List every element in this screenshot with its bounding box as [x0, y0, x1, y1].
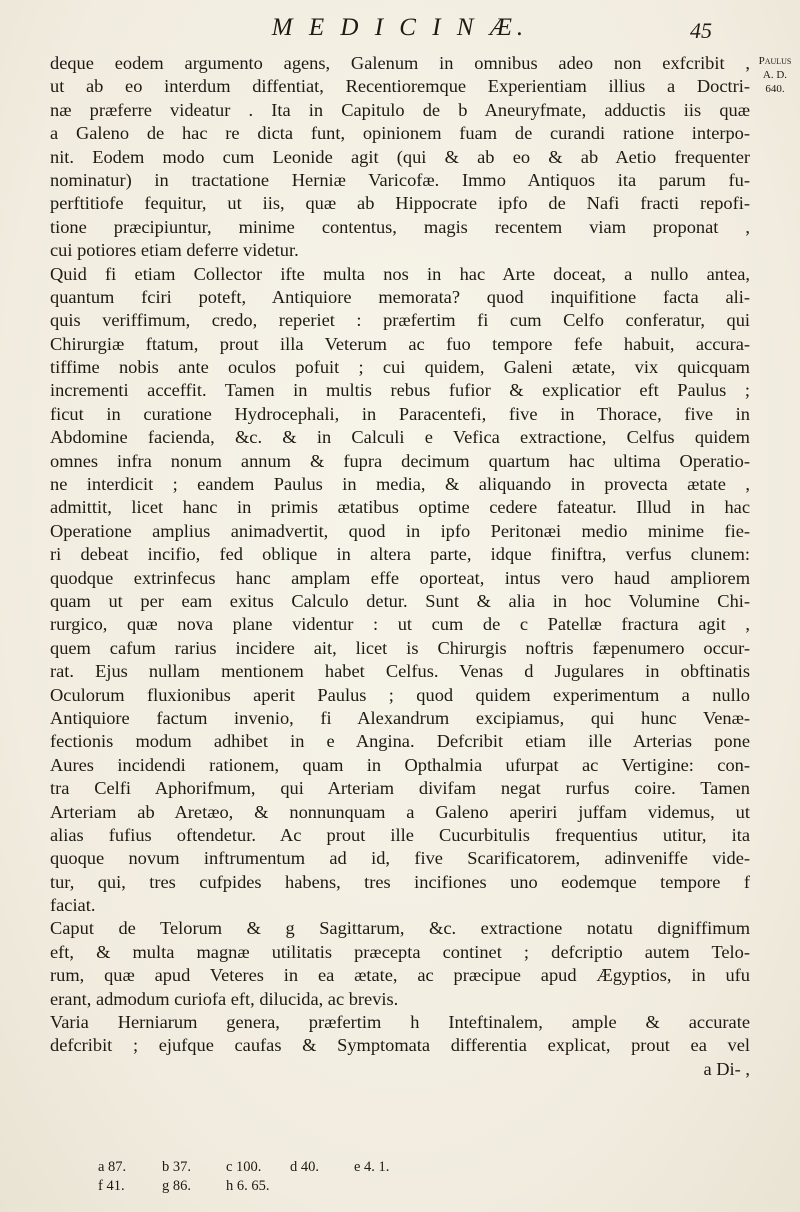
text-line: Varia Herniarum genera, præfertim h Inteftinalem, ample & accurate: [50, 1012, 750, 1033]
text-line: Quid fi etiam Collector ifte multa nos in hac Arte doceat, a nullo antea,: [50, 263, 750, 284]
text-line: Abdomine facienda, &c. & in Calculi e Vefica extractione, Celfus quidem: [50, 427, 750, 448]
text-line: tione præcipiuntur, minime contentus, magis recentem viam proponat ,: [50, 216, 750, 237]
text-line: Aures incidendi rationem, quam in Opthalmia ufurpat ac Vertigine: con-: [50, 754, 750, 775]
text-line-catchword: a Di- ,: [703, 1058, 750, 1079]
text-line: rat. Ejus nullam mentionem habet Celfus. Venas d Jugulares in obftinatis: [50, 661, 750, 682]
text-line: alias fufius oftendetur. Ac prout ille Cucurbitulis frequentius utitur, ita: [50, 824, 750, 845]
text-line: rurgico, quæ nova plane videntur : ut cum de c Patellæ fractura agit ,: [50, 614, 750, 635]
running-title: M E D I C I N Æ.: [271, 14, 529, 41]
footnote-a: a 87.: [98, 1159, 127, 1175]
text-line: fectionis modum adhibet in e Angina. Defcribit etiam ille Arterias pone: [50, 731, 750, 752]
margin-note-era: A. D.: [762, 69, 788, 81]
text-line: ficut in curatione Hydrocephali, in Paracentefi, five in Thorace, five in: [50, 403, 750, 424]
text-line: Oculorum fluxionibus aperit Paulus ; quod quidem experimentum a nullo: [50, 684, 750, 705]
body-text: [50, 52, 750, 1081]
margin-note-year: 640.: [765, 83, 785, 95]
text-line: eft, & multa magnæ utilitatis præcepta continet ; defcriptio autem Telo-: [50, 941, 750, 962]
text-line: rum, quæ apud Veteres in ea ætate, ac præcipue apud Ægyptios, in ufu: [50, 965, 750, 986]
text-line: quantum fciri poteft, Antiquiore memorata? quod inquifitione facta ali-: [50, 286, 750, 307]
text-line: Operatione amplius animadvertit, quod in ipfo Peritonæi medio minime fie-: [50, 520, 750, 541]
text-line: tra Celfi Aphorifmum, qui Arteriam divifam negat rurfus coire. Tamen: [50, 778, 750, 799]
footnote-g: g 86.: [162, 1178, 191, 1194]
text-line: Caput de Telorum & g Sagittarum, &c. extractione notatu digniffimum: [50, 918, 750, 939]
footnote-e: e 4. 1.: [354, 1159, 390, 1175]
text-line: ri debeat incifio, fed oblique in altera parte, idque finiftra, verfus clunem:: [50, 544, 750, 565]
text-line: Chirurgiæ ftatum, prout illa Veterum ac fuo tempore fefe habuit, accura-: [50, 333, 750, 354]
text-line: quam ut per eam exitus Calculo detur. Sunt & alia in hoc Volumine Chi-: [50, 590, 750, 611]
text-line: quis veriffimum, credo, reperiet : præfertim fi cum Celfo conferatur, qui: [50, 310, 750, 331]
footnotes: [98, 1158, 578, 1196]
text-line: incrementi acceffit. Tamen in multis rebus fufior & explicatior eft Paulus ;: [50, 380, 750, 401]
page-header: [0, 14, 800, 50]
text-line: deque eodem argumento agens, Galenum in omnibus adeo non exfcribit ,: [50, 53, 750, 73]
text-line: a Galeno de hac re dicta funt, opinionem fuam de curandi ratione interpo-: [50, 123, 750, 144]
text-line: quoque novum inftrumentum ad id, five Scarificatorem, adinveniffe vide-: [50, 848, 750, 869]
text-line: ut ab eo interdum diffentiat, Recentioremque Experientiam illius a Doctri-: [50, 76, 750, 97]
footnote-h: h 6. 65.: [226, 1178, 270, 1194]
margin-note: [752, 54, 798, 96]
text-line: Arteriam ab Aretæo, & nonnunquam a Galeno aperiri juffam videmus, ut: [50, 801, 750, 822]
footnote-b: b 37.: [162, 1159, 191, 1175]
text-line: defcribit ; ejufque caufas & Symptomata differentia explicat, prout ea vel: [50, 1035, 750, 1056]
footnote-row: [98, 1177, 578, 1196]
text-line: faciat.: [50, 895, 96, 916]
text-line: perftitiofe fequitur, ut iis, quæ ab Hippocrate ipfo de Nafi fracti repofi-: [50, 193, 750, 214]
text-line: omnes infra nonum annum & fupra decimum quartum hac ultima Operatio-: [50, 450, 750, 471]
text-line: admittit, licet hanc in primis ætatibus optime cedere fateatur. Illud in hac: [50, 497, 750, 518]
text-line: erant, admodum curiofa eft, dilucida, ac brevis.: [50, 988, 399, 1009]
text-line: quodque extrinfecus hanc amplam effe oporteat, intus vero haud ampliorem: [50, 567, 750, 588]
footnote-row: [98, 1158, 578, 1177]
footnote-d: d 40.: [290, 1159, 319, 1175]
footnote-f: f 41.: [98, 1178, 125, 1194]
text-line: nominatur) in tractatione Herniæ Varicofæ. Immo Antiquos ita parum fu-: [50, 169, 750, 190]
text-line: ne interdicit ; eandem Paulus in media, & aliquando in provecta ætate ,: [50, 474, 750, 495]
page-number: 45: [690, 18, 712, 43]
text-line: næ præferre videatur . Ita in Capitulo de b Aneuryfmate, adductis iis quæ: [50, 99, 750, 120]
margin-note-name: Paulus: [758, 55, 792, 67]
text-line: tur, qui, tres cufpides habens, tres incifiones uno eodemque tempore f: [50, 871, 750, 892]
text-line: quem cafum rarius incidere ait, licet is Chirurgis noftris fæpenumero occur-: [50, 637, 750, 658]
text-line: tiffime nobis ante oculos pofuit ; cui quidem, Galeni ætate, vix quicquam: [50, 357, 750, 378]
footnote-c: c 100.: [226, 1159, 262, 1175]
text-line: cui potiores etiam deferre videtur.: [50, 240, 299, 261]
text-line: Antiquiore factum invenio, fi Alexandrum excipiamus, qui hunc Venæ-: [50, 707, 750, 728]
text-line: nit. Eodem modo cum Leonide agit (qui & ab eo & ab Aetio frequenter: [50, 146, 750, 167]
